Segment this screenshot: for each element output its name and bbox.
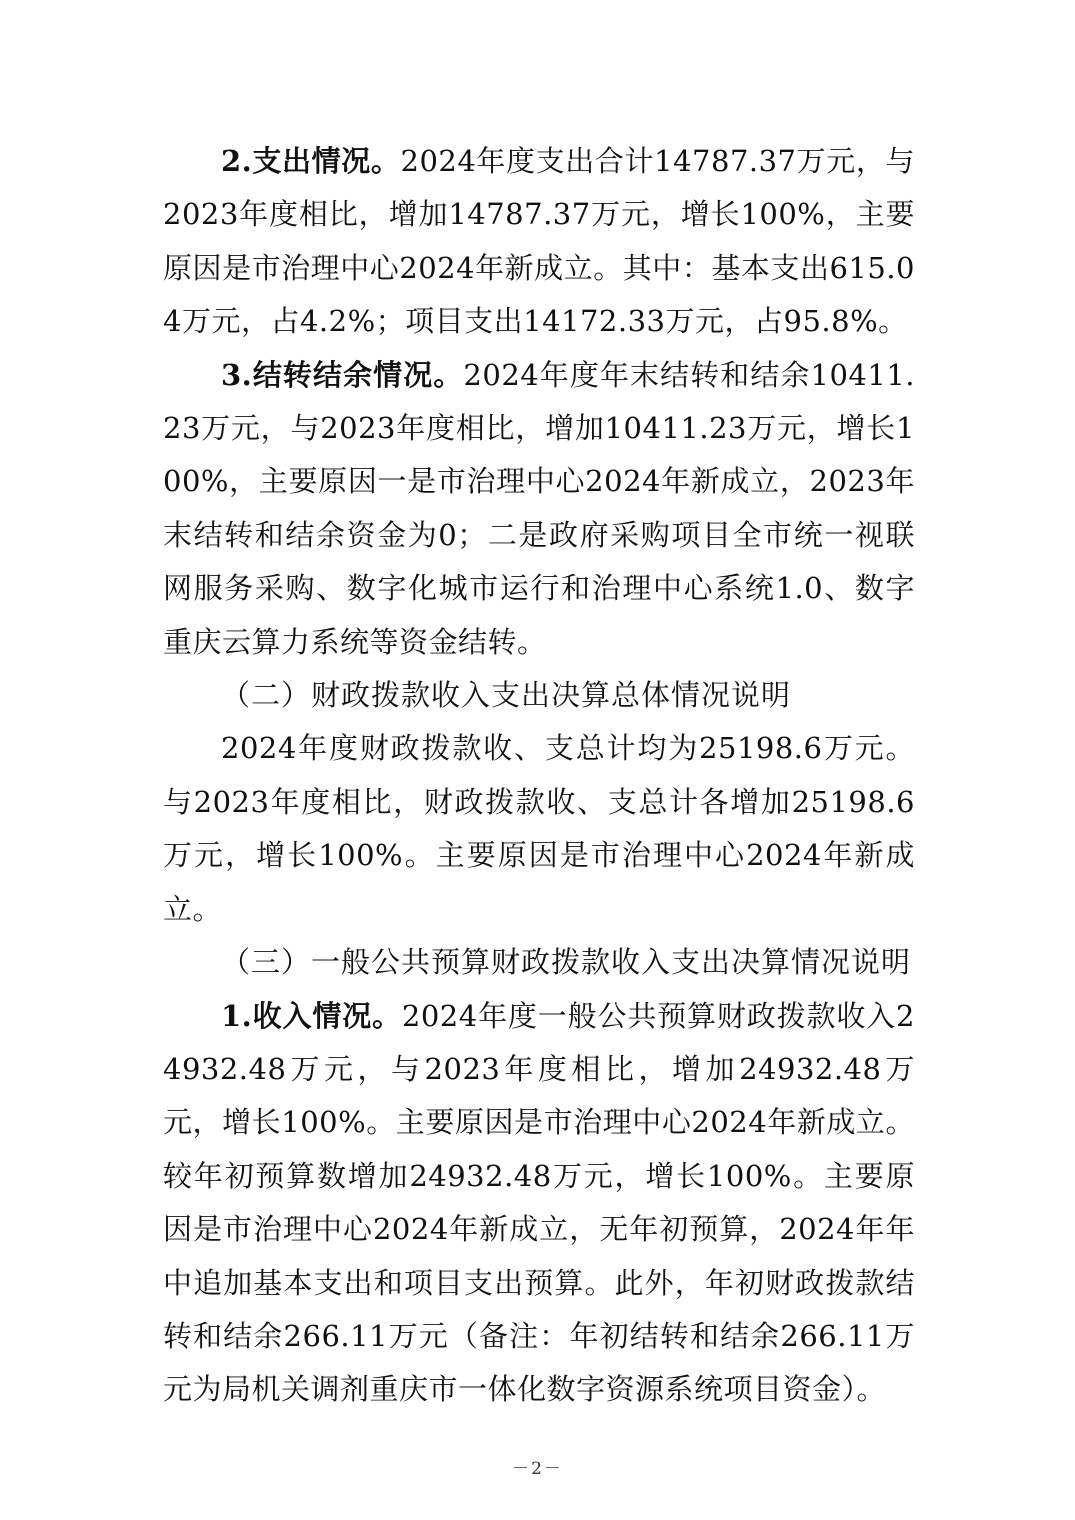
paragraph-carryover [163, 349, 915, 669]
paragraph-text: 2024年度一般公共预算财政拨款收入24932.48万元，与2023年度相比，增加24932.48万元，增长100%。主要原因是市治理中心2024年新成立。较年初预算数增加24932.48万元，增长100%。主要原因是市治理中心2024年新成立，无年初预算，2024年年中追加基本支出和项目支出预算。此外，年初财政拨款结转和结余266.11万元（备注：年初结转和结余266.11万元为局机关调剂重庆市一体化数字资源系统项目资金）。 [163, 998, 915, 1407]
page-number: －2－ [512, 1459, 563, 1479]
paragraph-fiscal-overview [163, 722, 915, 936]
section-heading-fiscal-overview: （二）财政拨款收入支出决算总体情况说明 [221, 678, 792, 713]
section-heading-general-budget: （三）一般公共预算财政拨款收入支出决算情况说明 [221, 945, 912, 980]
paragraph-text: 2024年度财政拨款收、支总计均为25198.6万元。与2023年度相比，财政拨款收、支总计各增加25198.6万元，增长100%。主要原因是市治理中心2024年新成立。 [163, 731, 915, 926]
paragraph-lead: 2.支出情况。 [221, 144, 401, 178]
paragraph-lead: 3.结转结余情况。 [221, 357, 464, 392]
paragraph-income [163, 990, 915, 1417]
paragraph-text: 2024年度支出合计14787.37万元，与2023年度相比，增加14787.37万元，增长100%，主要原因是市治理中心2024年新成立。其中：基本支出615.04万元，占4.2%；项目支出14172.33万元，占95.8%。 [163, 144, 915, 339]
paragraph-lead: 1.收入情况。 [221, 998, 402, 1033]
paragraph-expenditure [163, 135, 915, 349]
paragraph-text: 2024年度年末结转和结余10411.23万元，与2023年度相比，增加10411.23万元，增长100%，主要原因一是市治理中心2024年新成立，2023年末结转和结余资金为0；二是政府采购项目全市统一视联网服务采购、数字化城市运行和治理中心系统1.0、数字重庆云算力系统等资金结转。 [163, 357, 915, 659]
document-body [163, 135, 915, 1417]
